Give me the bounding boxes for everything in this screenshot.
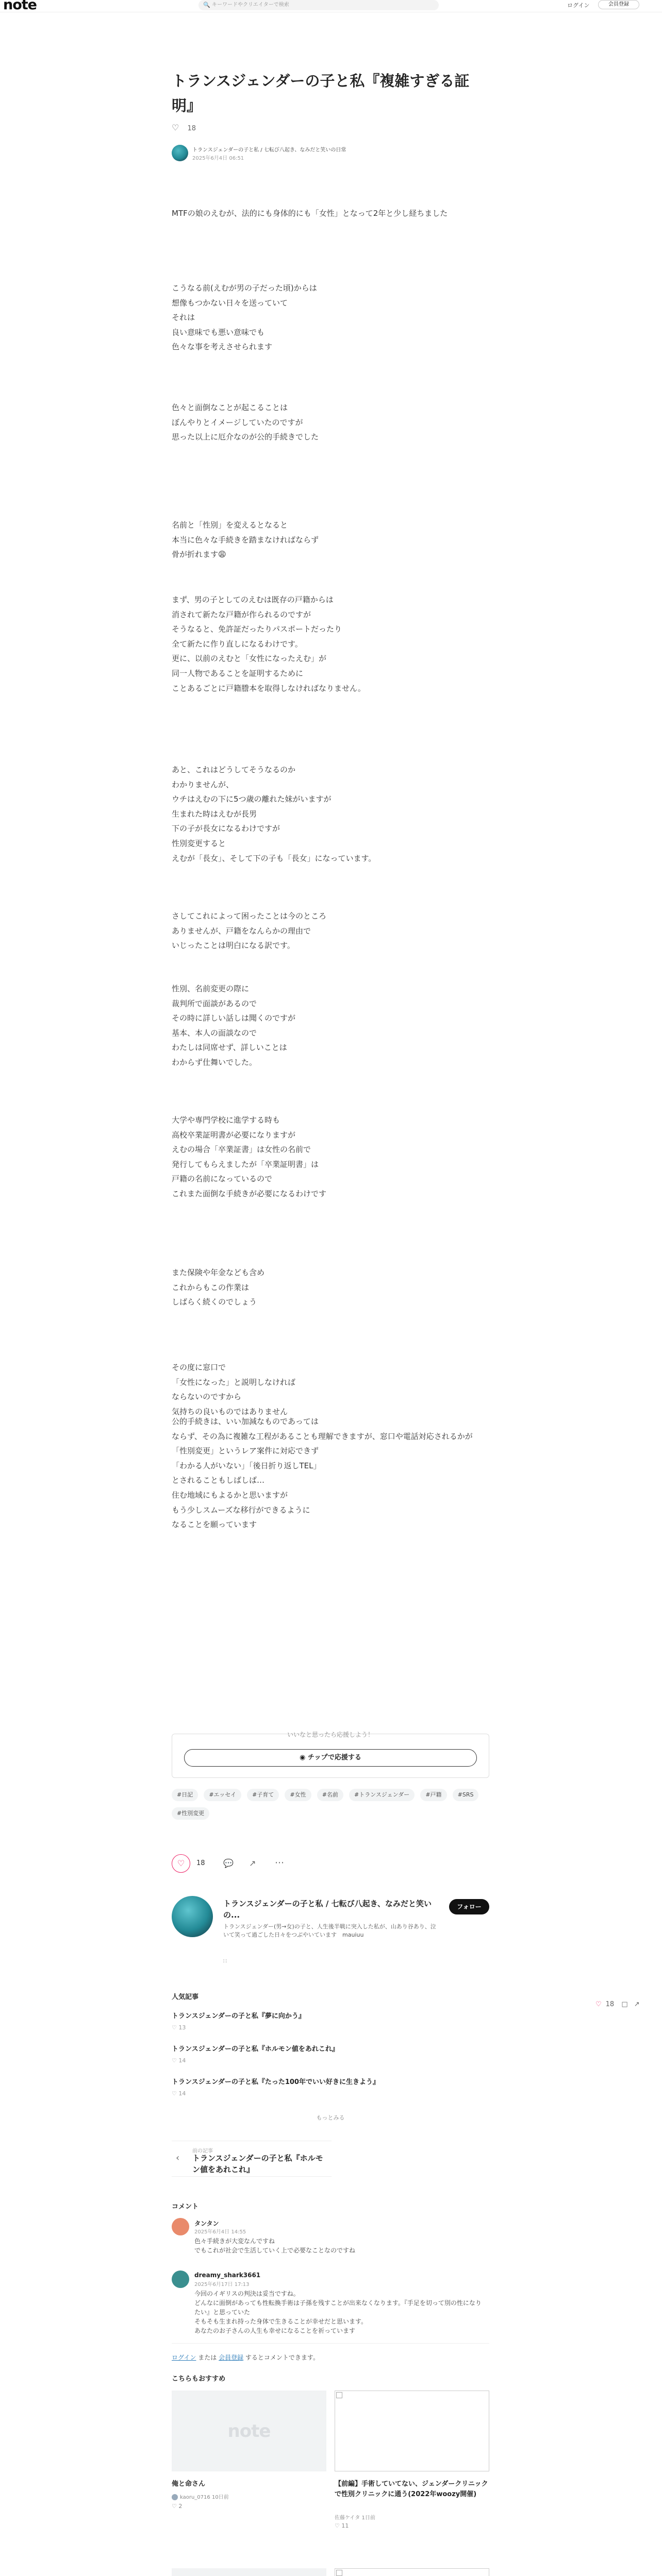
tag[interactable]: #日記 bbox=[172, 1789, 198, 1801]
login-link[interactable]: ログイン bbox=[567, 2, 590, 9]
search-placeholder: キーワードやクリエイターで検索 bbox=[212, 2, 289, 8]
card-author[interactable]: 佐藤ケイタ bbox=[335, 2515, 360, 2521]
heart-icon: ♡ bbox=[177, 1858, 185, 1868]
card-title[interactable]: 俺と命さん bbox=[172, 2480, 206, 2488]
heart-icon: ♡ bbox=[595, 2001, 602, 2008]
tag[interactable]: #子育て bbox=[247, 1789, 279, 1801]
tag[interactable]: #性別変更 bbox=[172, 1807, 209, 1820]
recommend-card[interactable] bbox=[172, 2568, 326, 2576]
author-block[interactable] bbox=[172, 145, 489, 163]
comment-text: 今回のイギリスの判決は妥当ですね。 どんなに面倒があっても性転換手術は子孫を残すことが出来なくなります。『手足を切って別の性になりたい』と思っていた そもそも生まれ持った身体で生きることが幸せだと思います。 あなたのお子さんの人生も幸せになることを祈っています bbox=[194, 2290, 482, 2334]
search-input[interactable] bbox=[198, 0, 439, 10]
body-paragraph: 公的手続きは、いい加減なものであっては ならず、その為に複雑な工程があることも理解できますが、窓口や電話対応されるかが 「性別変更」というレア案件に対応できず 「わかる人がいない」「後日折り返しTEL」 とされることもしばしば… 住む地域にもよるかと思いますが もう少しスムーズな移行ができるように なることを願っています bbox=[172, 1417, 473, 1530]
card-date: 1日前 bbox=[361, 2515, 375, 2521]
card-title[interactable]: 【前編】手術していてない、ジェンダークリニックで性別クリニックに通う(2022年woozy開催) bbox=[335, 2480, 488, 2498]
card-likes bbox=[172, 2503, 182, 2510]
body-paragraph: その度に窓口で 「女性になった」と説明しなければ ならないのですから 気持ちの良いものではありません bbox=[172, 1363, 296, 1416]
comment-icon[interactable]: □ bbox=[621, 2001, 628, 2008]
prev-title[interactable]: トランスジェンダーの子と私『ホルモン値をあれこれ』 bbox=[192, 2154, 323, 2174]
heart-icon: ♡ bbox=[172, 2057, 179, 2064]
support-prompt: いいなと思ったら応援しよう！ bbox=[287, 1731, 374, 1738]
like-count: 14 bbox=[178, 2057, 186, 2064]
gift-icon: ◉ bbox=[300, 1754, 308, 1761]
floating-like[interactable] bbox=[595, 2001, 640, 2008]
login-link[interactable]: ログイン bbox=[172, 2354, 196, 2361]
popular-likes bbox=[172, 2090, 489, 2097]
popular-title[interactable]: トランスジェンダーの子と私『たった100年でいい好きに生きよう』 bbox=[172, 2078, 379, 2086]
creator-card bbox=[172, 1896, 489, 1964]
tag[interactable]: #名前 bbox=[317, 1789, 343, 1801]
list-item[interactable] bbox=[172, 2043, 489, 2076]
article-like-row bbox=[172, 123, 196, 132]
author-name[interactable]: トランスジェンダーの子と私 / 七転び八起き、なみだと笑いの日常 bbox=[192, 147, 346, 153]
card-meta bbox=[335, 2513, 375, 2521]
comment-icon[interactable]: 💬 bbox=[223, 1858, 234, 1868]
author-avatar[interactable] bbox=[172, 145, 188, 161]
list-item[interactable] bbox=[172, 2010, 489, 2043]
like-count: 2 bbox=[178, 2503, 183, 2510]
tag[interactable]: #エッセイ bbox=[204, 1789, 241, 1801]
body-paragraph: 大学や専門学校に進学する時も 高校卒業証明書が必要になりますが えむの場合「卒業証書」は女性の名前で 発行してもらえましたが「卒業証明書」は 戸籍の名前になっているので これまた面倒な手続きが必要になるわけです bbox=[172, 1115, 327, 1198]
comment-date: 2025年6月17日 17:13 bbox=[194, 2282, 250, 2287]
popular-title[interactable]: トランスジェンダーの子と私『ホルモン値をあれこれ』 bbox=[172, 2045, 339, 2053]
like-count: 18 bbox=[196, 1859, 205, 1867]
body-paragraph: 性別、名前変更の際に 裁判所で面談があるので その時に詳しい話しは聞くのですが 基本、本人の面談なので わたしは同席せず、詳しいことは わからず仕舞いでした。 bbox=[172, 984, 296, 1067]
share-icon[interactable]: ↗ bbox=[634, 2001, 640, 2008]
like-count: 13 bbox=[178, 2024, 186, 2031]
card-date: 10日前 bbox=[211, 2495, 229, 2500]
chevron-left-icon: ‹ bbox=[176, 2153, 180, 2163]
post-date: 2025年6月4日 06:51 bbox=[192, 156, 244, 161]
heart-icon[interactable]: ♡ bbox=[172, 123, 179, 132]
recommendations bbox=[172, 2373, 489, 2383]
popular-title[interactable]: トランスジェンダーの子と私『夢に向かう』 bbox=[172, 2012, 305, 2020]
commenter-name[interactable]: タンタン bbox=[194, 2220, 219, 2227]
recommend-card[interactable] bbox=[335, 2391, 489, 2530]
comment-text: 色々手続きが大変なんですね でもこれが社会で生活していく上で必要なことなのですね bbox=[194, 2238, 356, 2254]
comment-login-note bbox=[172, 2343, 489, 2362]
signup-button[interactable]: 会員登録 bbox=[598, 0, 639, 9]
recommend-card[interactable] bbox=[335, 2568, 489, 2576]
commenter-avatar[interactable] bbox=[172, 2270, 189, 2288]
note-text: または bbox=[198, 2354, 217, 2361]
comment bbox=[172, 2270, 489, 2334]
comments-heading: コメント bbox=[172, 2203, 199, 2211]
load-more-link[interactable]: もっとみる bbox=[316, 2114, 345, 2121]
top-bar bbox=[0, 0, 662, 12]
comment-date: 2025年6月4日 14:55 bbox=[194, 2229, 246, 2235]
creator-name[interactable]: トランスジェンダーの子と私 / 七転び八起き、なみだと笑いの... bbox=[223, 1899, 432, 1920]
card-thumbnail[interactable] bbox=[335, 2568, 489, 2576]
card-thumbnail[interactable]: note bbox=[172, 2391, 326, 2471]
card-thumbnail[interactable] bbox=[335, 2391, 489, 2471]
heart-icon: ♡ bbox=[172, 2503, 179, 2510]
like-count: 18 bbox=[187, 125, 196, 132]
card-likes bbox=[335, 2522, 349, 2529]
note-text: するとコメントできます。 bbox=[245, 2354, 319, 2361]
prev-article-nav[interactable] bbox=[172, 2141, 332, 2177]
commenter-avatar[interactable] bbox=[172, 2218, 189, 2235]
share-icon[interactable]: ↗ bbox=[249, 1858, 256, 1868]
commenter-name[interactable]: dreamy_shark3661 bbox=[194, 2272, 261, 2279]
like-count: 18 bbox=[605, 2001, 615, 2008]
tag-list bbox=[172, 1789, 489, 1826]
card-meta bbox=[172, 2493, 229, 2500]
comment bbox=[172, 2218, 489, 2270]
recommend-heading: こちらもおすすめ bbox=[172, 2375, 226, 2383]
search-icon: 🔍 bbox=[203, 2, 210, 8]
heart-icon: ♡ bbox=[172, 2024, 179, 2031]
body-paragraph: MTFの娘のえむが、法的にも身体的にも「女性」となって2年と少し経ちました bbox=[172, 209, 448, 218]
follow-button[interactable]: フォロー bbox=[449, 1899, 489, 1914]
prev-label: 前の記事 bbox=[192, 2148, 213, 2154]
body-paragraph: 色々と面倒なことが起こることは ぼんやりとイメージしていたのですが 思った以上に厄介なのが公的手続きでした bbox=[172, 403, 319, 442]
like-count: 14 bbox=[178, 2090, 186, 2097]
card-thumbnail[interactable] bbox=[172, 2568, 326, 2576]
more-icon[interactable]: ⋯ bbox=[275, 1857, 284, 1868]
body-paragraph: また保険や年金なども含め これからもこの作業は しばらく続くのでしょう bbox=[172, 1268, 265, 1307]
body-paragraph: 名前と「性別」を変えるとなると 本当に色々な手続きを踏まなければならず 骨が折れます😩 bbox=[172, 520, 319, 560]
tip-button-label: チップで応援する bbox=[307, 1754, 361, 1761]
popular-articles bbox=[172, 1991, 489, 2109]
action-bar bbox=[172, 1854, 489, 1875]
heart-icon: ♡ bbox=[172, 2090, 179, 2097]
tip-button[interactable] bbox=[184, 1749, 477, 1767]
rss-icon[interactable]: ∷ bbox=[223, 1958, 227, 1964]
body-paragraph: さしてこれによって困ったことは今のところ ありませんが、戸籍をなんらかの理由で いじったことは明白になる訳です。 bbox=[172, 911, 327, 951]
card-author[interactable]: kaoru_0716 bbox=[180, 2495, 210, 2500]
like-button[interactable] bbox=[172, 1854, 190, 1873]
comments-section bbox=[172, 2201, 489, 2334]
popular-likes bbox=[172, 2024, 489, 2031]
tag[interactable]: #戸籍 bbox=[420, 1789, 446, 1801]
popular-heading: 人気記事 bbox=[172, 1993, 199, 2001]
creator-avatar[interactable] bbox=[172, 1896, 213, 1937]
article-title: トランスジェンダーの子と私『複雑すぎる証明』 bbox=[172, 72, 470, 114]
tag[interactable]: #トランスジェンダー bbox=[349, 1789, 415, 1801]
avatar bbox=[172, 2494, 178, 2500]
creator-description: トランスジェンダー(男→女)の子と、人生後半戦に突入した私が、山あり谷あり、泣いて笑って過ごした日々をつぶやいています mauiuu bbox=[223, 1923, 436, 1938]
tag[interactable]: #女性 bbox=[285, 1789, 311, 1801]
like-count: 11 bbox=[341, 2522, 349, 2529]
recommend-card[interactable] bbox=[172, 2391, 326, 2530]
body-paragraph: まず、男の子としてのえむは既存の戸籍からは 消されて新たな戸籍が作られるのですが そうなると、免許証だったりパスポートだったり 全て新たに作り直しになるわけです。 更に、以前のえむと「女性になったえむ」が 同一人物であることを証明するために ことあるごとに戸籍謄本を取得しなければなりません。 bbox=[172, 595, 366, 693]
body-paragraph: あと、これはどうしてそうなるのか わかりませんが、 ウチはえむの下に5つ歳の離れた妹がいますが 生まれた時はえむが長男 下の子が長女になるわけですが 性別変更すると えむが「長女」、そして下の子も「長女」になっています。 bbox=[172, 765, 376, 863]
signup-link[interactable]: 会員登録 bbox=[219, 2354, 244, 2361]
tag[interactable]: #SRS bbox=[453, 1789, 479, 1801]
body-paragraph: こうなる前(えむが男の子だった頃)からは 想像もつかない日々を送っていて それは 良い意味でも悪い意味でも 色々な事を考えさせられます bbox=[172, 283, 317, 352]
heart-icon: ♡ bbox=[335, 2522, 342, 2529]
note-logo[interactable]: note bbox=[3, 0, 37, 13]
popular-likes bbox=[172, 2057, 489, 2064]
list-item[interactable] bbox=[172, 2076, 489, 2109]
